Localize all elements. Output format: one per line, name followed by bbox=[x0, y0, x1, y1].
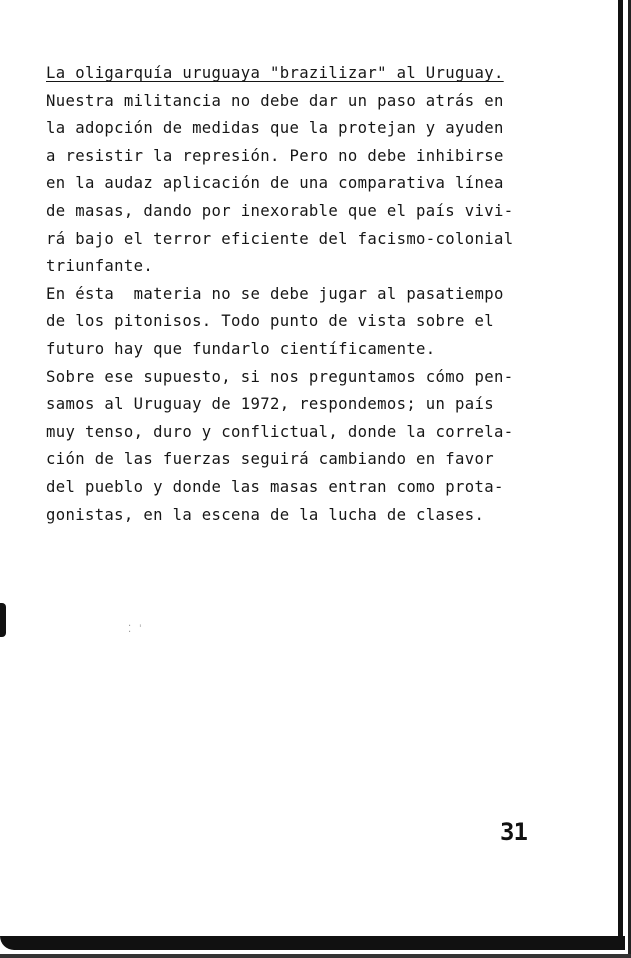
scan-edge-right bbox=[618, 0, 623, 940]
text-line: samos al Uruguay de 1972, respondemos; un país bbox=[46, 395, 494, 414]
scan-edge-bottom-outer bbox=[0, 954, 631, 958]
text-line: futuro hay que fundarlo científicamente. bbox=[46, 339, 436, 358]
text-line: Nuestra militancia no debe dar un paso atrás en bbox=[46, 91, 504, 110]
text-line: En ésta materia no se debe jugar al pasatiempo bbox=[46, 284, 504, 303]
text-line: a resistir la represión. Pero no debe inhibirse bbox=[46, 146, 504, 165]
text-line: ción de las fuerzas seguirá cambiando en favor bbox=[46, 450, 494, 469]
text-line: muy tenso, duro y conflictual, donde la correla- bbox=[46, 422, 514, 441]
text-line: de los pitonisos. Todo punto de vista sobre el bbox=[46, 312, 494, 331]
scan-edge-left-mark bbox=[0, 603, 6, 637]
text-line: gonistas, en la escena de la lucha de clases. bbox=[46, 505, 485, 524]
body-text bbox=[46, 60, 591, 529]
scan-edge-bottom bbox=[0, 936, 625, 950]
text-line: en la audaz aplicación de una comparativa línea bbox=[46, 174, 504, 193]
scan-speck: ⁚ ˈ bbox=[128, 624, 144, 635]
text-line: rá bajo el terror eficiente del facismo-colonial bbox=[46, 229, 514, 248]
text-line: la adopción de medidas que la protejan y ayuden bbox=[46, 119, 504, 138]
page-number: 31 bbox=[500, 818, 527, 846]
section-heading: La oligarquía uruguaya "brazilizar" al Uruguay. bbox=[46, 64, 504, 82]
text-line: Sobre ese supuesto, si nos preguntamos cómo pen- bbox=[46, 367, 514, 386]
text-line: del pueblo y donde las masas entran como prota- bbox=[46, 477, 504, 496]
text-line: triunfante. bbox=[46, 257, 154, 276]
text-line: de masas, dando por inexorable que el país vivi- bbox=[46, 201, 514, 220]
